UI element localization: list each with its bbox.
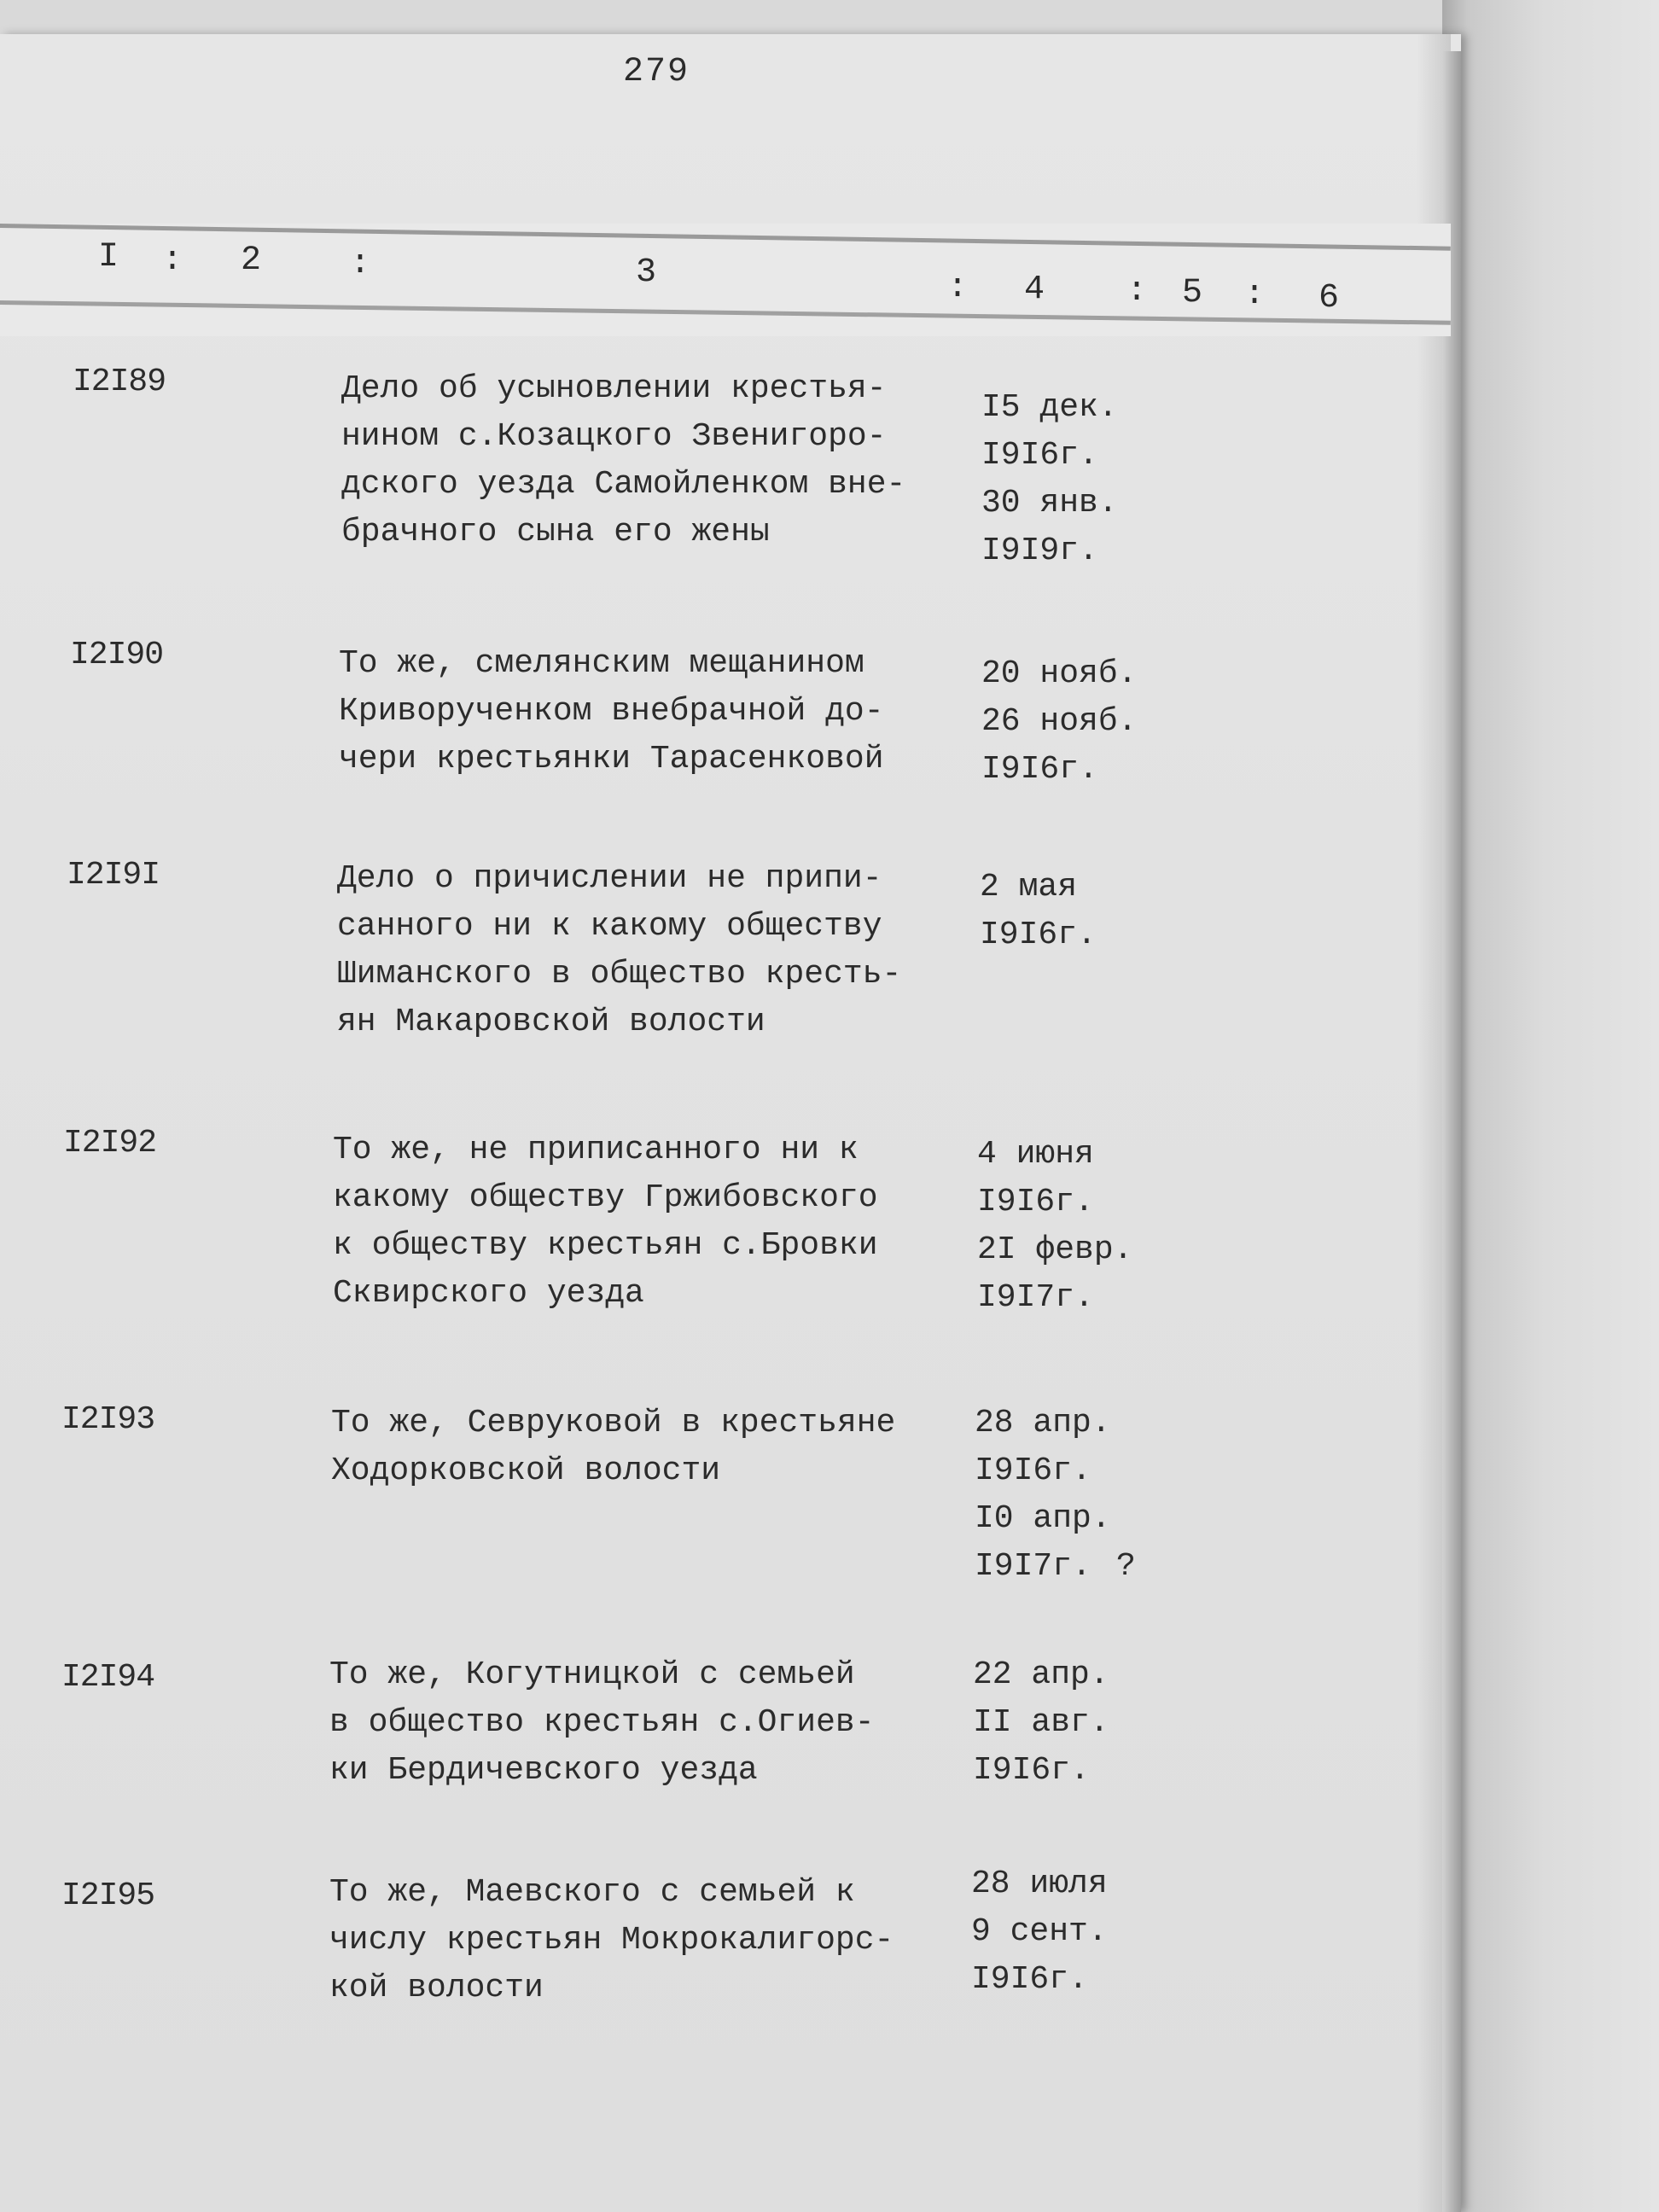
title-line: в общество крестьян с.Огиев-: [329, 1704, 875, 1741]
date-line: I9I7г.: [977, 1279, 1094, 1316]
title-line: дского уезда Самойленком вне-: [341, 466, 906, 503]
date-line: 20 нояб.: [981, 655, 1138, 692]
entry-title: [339, 640, 884, 783]
date-line: I0 апр.: [975, 1500, 1111, 1537]
title-line: чери крестьянки Тарасенковой: [339, 741, 884, 777]
title-line: брачного сына его жены: [341, 514, 770, 550]
column-header-4: 4: [1024, 271, 1045, 309]
entry-number: I2I93: [61, 1401, 155, 1438]
entry-number: I2I90: [70, 637, 164, 673]
date-line: I9I9г.: [981, 533, 1098, 569]
date-line: I9I6г.: [977, 1184, 1094, 1220]
date-line: 4 июня: [977, 1136, 1094, 1173]
entry-number: I2I94: [61, 1659, 155, 1696]
entry-title: [337, 855, 901, 1046]
column-separator: :: [162, 242, 183, 280]
title-line: То же, смелянским мещанином: [339, 645, 864, 682]
title-line: числу крестьян Мокрокалигорс-: [329, 1922, 894, 1959]
entry-dates: [973, 1651, 1109, 1795]
date-line: 22 апр.: [973, 1656, 1109, 1693]
title-line: санного ни к какому обществу: [337, 908, 882, 945]
column-separator: :: [1244, 276, 1266, 314]
date-line: 9 сент.: [971, 1913, 1108, 1950]
date-line: 30 янв.: [981, 485, 1118, 521]
entry-dates: [971, 1860, 1108, 2004]
title-line: Дело об усыновлении крестья-: [341, 370, 887, 407]
title-line: То же, не приписанного ни к: [333, 1132, 859, 1168]
title-line: ки Бердичевского уезда: [329, 1752, 758, 1789]
date-line: I9I6г.: [981, 437, 1098, 474]
column-header-3: 3: [636, 253, 657, 292]
entry-number: I2I95: [61, 1877, 155, 1914]
background-surface: [1442, 0, 1659, 2212]
title-line: ян Макаровской волости: [337, 1004, 765, 1040]
title-line: к обществу крестьян с.Бровки: [333, 1227, 878, 1264]
title-line: Дело о причислении не припи-: [337, 860, 882, 897]
title-line: кой волости: [329, 1970, 544, 2006]
entry-dates: [981, 384, 1118, 575]
date-line: I9I6г.: [973, 1752, 1090, 1789]
title-line: Сквирского уезда: [333, 1275, 644, 1312]
entry-title: [329, 1869, 894, 2012]
title-line: То же, Севруковой в крестьяне: [331, 1405, 896, 1441]
entry-dates: [981, 650, 1137, 794]
entry-dates: [977, 1131, 1132, 1322]
title-line: То же, Когутницкой с семьей: [329, 1656, 855, 1693]
date-line: 28 апр.: [975, 1405, 1111, 1441]
date-line: I9I6г.: [975, 1452, 1091, 1489]
page-edge: [1442, 51, 1461, 2212]
entry-number: I2I89: [73, 364, 166, 400]
entry-dates: [975, 1400, 1111, 1591]
title-line: какому обществу Гржибовского: [333, 1179, 878, 1216]
title-line: Криворученком внебрачной до-: [339, 693, 884, 730]
entry-number: I2I9I: [67, 857, 160, 894]
date-line: 2 мая: [980, 869, 1078, 905]
date-line: 28 июля: [971, 1866, 1108, 1902]
date-line: 26 нояб.: [981, 703, 1138, 740]
column-header-6: 6: [1318, 279, 1340, 317]
title-line: Ходорковской волости: [331, 1452, 721, 1489]
column-separator: :: [350, 245, 371, 283]
date-line: I5 дек.: [981, 389, 1118, 426]
entry-note: ?: [1116, 1548, 1136, 1585]
date-line: 2I февр.: [977, 1231, 1133, 1268]
entry-number: I2I92: [63, 1125, 157, 1161]
page-number: 279: [623, 53, 690, 91]
entry-title: [333, 1126, 878, 1318]
title-line: То же, Маевского с семьей к: [329, 1874, 855, 1911]
column-separator: :: [947, 269, 969, 307]
column-header-2: 2: [241, 242, 262, 280]
column-header-5: 5: [1182, 274, 1203, 312]
title-line: нином с.Козацкого Звенигоро-: [341, 418, 887, 455]
date-line: I9I6г.: [980, 917, 1097, 953]
date-line: I9I6г.: [981, 751, 1098, 788]
entry-title: [331, 1400, 895, 1495]
date-line: I9I7г.: [975, 1548, 1091, 1585]
entry-title: [341, 365, 905, 556]
entry-title: [329, 1651, 875, 1795]
column-header-1: I: [98, 238, 119, 276]
date-line: II авг.: [973, 1704, 1109, 1741]
title-line: Шиманского в общество кресть-: [337, 956, 902, 992]
date-line: I9I6г.: [971, 1961, 1088, 1998]
column-separator: :: [1126, 272, 1148, 311]
entry-dates: [980, 864, 1097, 959]
